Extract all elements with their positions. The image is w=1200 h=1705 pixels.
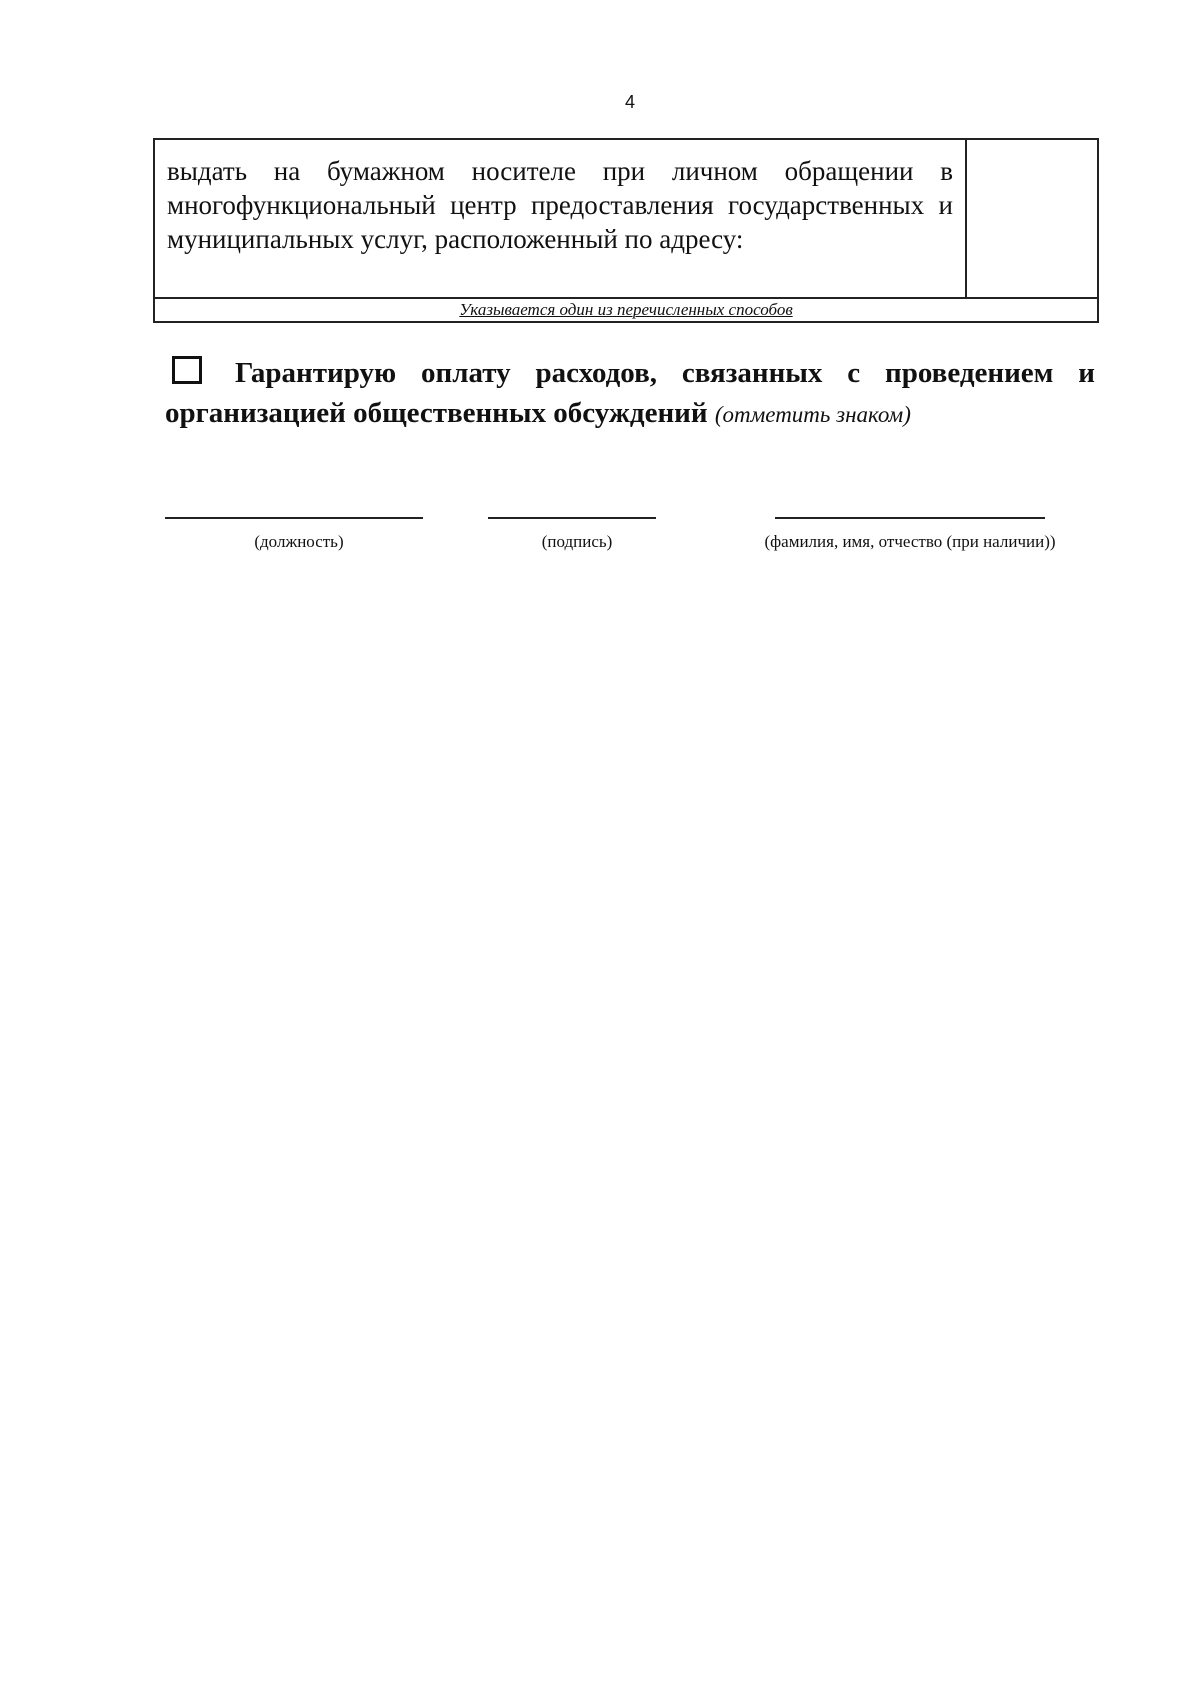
delivery-option-text: выдать на бумажном носителе при личном обращении в многофункциональный центр предоставления государственных и муниципальных услуг, расположенный по адресу: — [155, 140, 967, 297]
page-number: 4 — [624, 92, 635, 112]
position-caption: (должность) — [254, 532, 344, 551]
delivery-method-table — [153, 138, 1099, 323]
delivery-option-mark-cell[interactable] — [967, 140, 1097, 297]
delivery-note-row — [155, 299, 1097, 321]
delivery-note: Указывается один из перечисленных способов — [459, 300, 793, 319]
delivery-option-row — [155, 140, 1097, 299]
name-caption: (фамилия, имя, отчество (при наличии)) — [764, 532, 1056, 551]
signature-caption: (подпись) — [541, 532, 613, 551]
guarantee-text-line1: Гарантирую оплату расходов, связанных с проведением и — [235, 357, 1095, 389]
guarantee-text-line2 — [165, 394, 1095, 434]
guarantee-text-line2-bold: организацией общественных обсуждений — [165, 397, 708, 429]
signature-line[interactable] — [488, 517, 656, 519]
name-line[interactable] — [775, 517, 1045, 519]
position-line[interactable] — [165, 517, 423, 519]
guarantee-hint: (отметить знаком) — [714, 402, 911, 427]
guarantee-checkbox[interactable] — [172, 356, 202, 384]
